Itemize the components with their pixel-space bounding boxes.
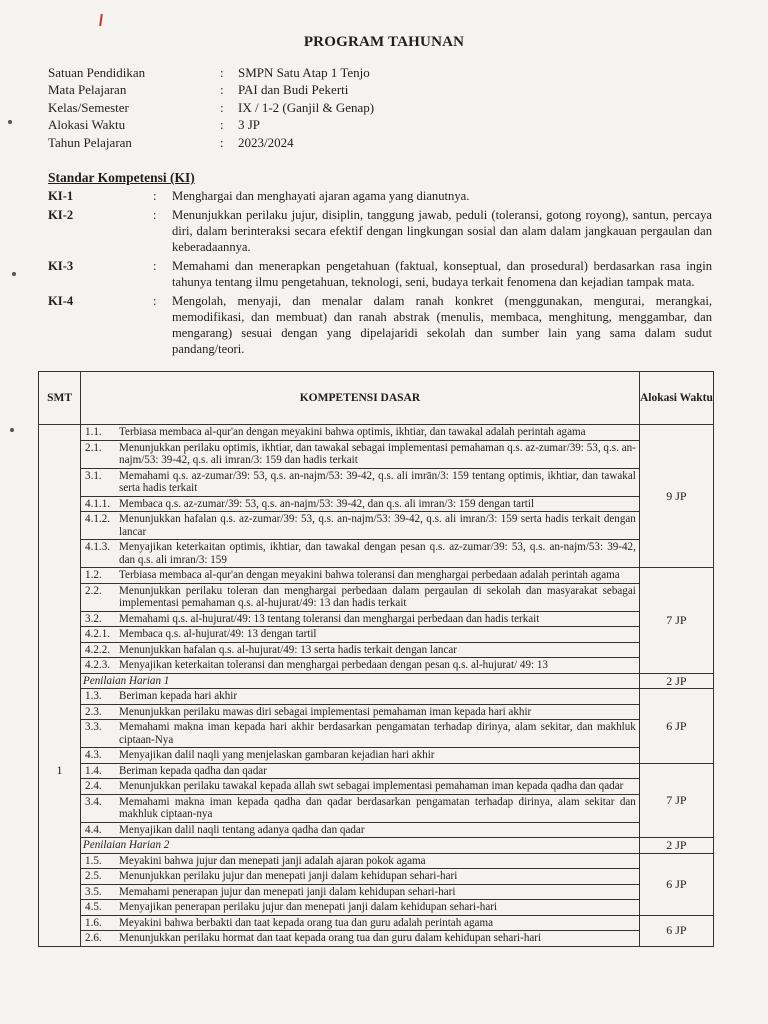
ki-label: KI-4 bbox=[48, 294, 74, 308]
ink-mark bbox=[99, 14, 103, 26]
kompetensi-table bbox=[38, 371, 714, 947]
kd-list-item bbox=[81, 568, 639, 583]
kd-code: 2.6. bbox=[85, 932, 102, 944]
kd-code: 4.2.3. bbox=[85, 659, 111, 671]
ki-text: Mengolah, menyaji, dan menalar dalam ranah konkret (menggunakan, mengurai, merangkai, memodifikasi, dan membuat) dan ranah abstrak (menulis, membaca, menghitung, menggambar, dan mengarang) sesuai dengan yang dipelajaridi sekolah dan sumber lain yang sama dalam sudut pandang/teori. bbox=[172, 294, 712, 356]
kd-group-cell bbox=[81, 689, 640, 764]
kd-list-item bbox=[81, 642, 639, 658]
ki-row bbox=[48, 207, 712, 255]
kd-code: 1.5. bbox=[85, 854, 102, 867]
semester-cell: 1 bbox=[39, 425, 81, 947]
kd-list-item bbox=[81, 916, 639, 931]
ki-colon: : bbox=[153, 259, 157, 273]
assessment-label: Penilaian Harian 1 bbox=[83, 674, 170, 687]
kd-text: Menunjukkan perilaku jujur dan menepati janji dalam kehidupan sehari-hari bbox=[119, 870, 458, 882]
kd-text: Memahami q.s. al-hujurat/49: 13 tentang toleransi dan menghargai perbedaan dan hadis terkait bbox=[119, 612, 540, 625]
kd-group-cell bbox=[81, 853, 640, 915]
kd-list-item bbox=[81, 764, 639, 779]
kd-text: Menyajikan penerapan perilaku jujur dan menepati janji dalam kehidupan sehari-hari bbox=[119, 901, 498, 913]
kd-text: Menunjukkan perilaku mawas diri sebagai implementasi pemahaman iman kepada hari akhir bbox=[119, 705, 532, 718]
kd-code: 2.3. bbox=[85, 705, 102, 718]
kd-text: Beriman kepada hari akhir bbox=[119, 690, 238, 702]
kd-code: 4.1.1. bbox=[85, 497, 111, 510]
kd-text: Menunjukkan perilaku tawakal kepada allah swt sebagai implementasi pemahaman iman kepada qadha dan qadar bbox=[119, 780, 624, 792]
kd-text: Memahami makna iman kepada qadha dan qadar berdasarkan pengamatan terhadap dirinya, alam sekitar dan makhluk ciptaan-nya bbox=[119, 795, 636, 820]
table-row bbox=[39, 673, 714, 689]
kd-list-item bbox=[81, 719, 639, 747]
meta-row bbox=[48, 82, 568, 100]
kd-group-cell bbox=[81, 838, 640, 854]
kd-code: 1.2. bbox=[85, 569, 102, 581]
kd-code: 3.3. bbox=[85, 721, 102, 733]
meta-label: Mata Pelajaran bbox=[48, 82, 127, 98]
time-allocation-cell: 9 JP bbox=[639, 425, 713, 568]
ki-text: Menghargai dan menghayati ajaran agama yang dianutnya. bbox=[172, 189, 470, 203]
kd-text: Menunjukkan perilaku toleran dan menghargai perbedaan dalam pergaulan di sekolah dan masyarakat sebagai implementasi pemahaman q.s. al-hujurat/49: 13 dan hadis terkait bbox=[119, 584, 636, 609]
kd-list-item bbox=[81, 930, 639, 946]
kd-list-item bbox=[81, 704, 639, 720]
kd-code: 1.3. bbox=[85, 690, 102, 702]
meta-colon: : bbox=[220, 64, 224, 80]
meta-label: Kelas/Semester bbox=[48, 99, 129, 115]
kd-list-item bbox=[81, 884, 639, 900]
meta-row bbox=[48, 134, 568, 152]
meta-value: SMPN Satu Atap 1 Tenjo bbox=[238, 64, 370, 80]
kd-list-item bbox=[81, 689, 639, 704]
meta-row bbox=[48, 117, 568, 135]
kd-group-cell bbox=[81, 915, 640, 946]
identity-block bbox=[48, 64, 568, 152]
kd-list-item bbox=[81, 747, 639, 763]
kd-group-cell bbox=[81, 425, 640, 568]
kd-text: Membaca q.s. az-zumar/39: 53, q.s. an-najm/53: 39-42, dan q.s. ali imran/3: 159 dengan tartil bbox=[119, 497, 535, 510]
kd-text: Memahami makna iman kepada hari akhir berdasarkan pengamatan terhadap dirinya, alam sekitar, dan makhluk ciptaan-Nya bbox=[119, 721, 636, 746]
time-allocation-cell: 6 JP bbox=[639, 853, 713, 915]
kd-list-item bbox=[81, 511, 639, 539]
table-header-row bbox=[39, 372, 714, 425]
meta-row bbox=[48, 64, 568, 82]
kd-code: 2.5. bbox=[85, 870, 102, 882]
kd-code: 4.2.2. bbox=[85, 643, 111, 656]
header-kompetensi-dasar: KOMPETENSI DASAR bbox=[81, 372, 640, 425]
kd-list-item bbox=[81, 657, 639, 673]
kd-code: 1.6. bbox=[85, 916, 102, 929]
kd-text: Menunjukkan perilaku hormat dan taat kepada orang tua dan guru dalam kehidupan sehari-hari bbox=[119, 932, 542, 944]
meta-label: Alokasi Waktu bbox=[48, 117, 126, 133]
kd-text: Membaca q.s. al-hujurat/49: 13 dengan tartil bbox=[119, 628, 317, 640]
meta-label: Satuan Pendidikan bbox=[48, 64, 146, 80]
kd-list-item bbox=[81, 868, 639, 884]
scan-speck bbox=[8, 120, 12, 124]
time-allocation-cell: 6 JP bbox=[639, 915, 713, 946]
meta-value: 2023/2024 bbox=[238, 134, 294, 150]
kd-group-cell bbox=[81, 568, 640, 674]
time-allocation-cell: 7 JP bbox=[639, 568, 713, 674]
kd-list-item bbox=[81, 778, 639, 794]
kd-text: Meyakini bahwa berbakti dan taat kepada orang tua dan guru adalah perintah agama bbox=[119, 916, 493, 929]
kd-list-item bbox=[81, 496, 639, 512]
time-allocation-cell: 7 JP bbox=[639, 763, 713, 838]
kd-list-item bbox=[81, 822, 639, 838]
ki-heading: Standar Kompetensi (KI) bbox=[48, 170, 195, 185]
time-allocation-cell: 6 JP bbox=[639, 689, 713, 764]
ki-row bbox=[48, 293, 712, 357]
header-smt: SMT bbox=[39, 372, 81, 425]
kd-code: 2.2. bbox=[85, 584, 102, 597]
kd-code: 4.1.3. bbox=[85, 541, 111, 553]
kd-code: 4.2.1. bbox=[85, 628, 111, 640]
kd-text: Menyajikan dalil naqli tentang adanya qadha dan qadar bbox=[119, 823, 365, 836]
table-row bbox=[39, 568, 714, 674]
kd-code: 3.1. bbox=[85, 469, 102, 482]
meta-colon: : bbox=[220, 99, 224, 115]
kd-text: Memahami penerapan jujur dan menepati janji dalam kehidupan sehari-hari bbox=[119, 885, 456, 898]
kd-code: 3.2. bbox=[85, 612, 102, 625]
ki-colon: : bbox=[153, 189, 157, 203]
kd-text: Menyajikan keterkaitan optimis, ikhtiar, dan tawakal dengan pesan q.s. az-zumar/39: 53, q.s. an-najm/53: 39-42, dan q.s. ali imran/3: 159 bbox=[119, 541, 636, 566]
kd-code: 1.1. bbox=[85, 426, 102, 438]
kd-list-item bbox=[81, 539, 639, 567]
scan-speck bbox=[12, 272, 16, 276]
assessment-label: Penilaian Harian 2 bbox=[83, 839, 170, 851]
kd-text: Menyajikan keterkaitan toleransi dan menghargai perbedaan dengan pesan q.s. al-hujurat/ 49: 13 bbox=[119, 659, 548, 671]
kd-code: 4.5. bbox=[85, 901, 102, 913]
kd-list-item bbox=[81, 794, 639, 822]
kd-text: Menunjukkan hafalan q.s. al-hujurat/49: 13 serta hadis terkait dengan lancar bbox=[119, 643, 457, 656]
kd-list-item bbox=[81, 440, 639, 468]
meta-value: PAI dan Budi Pekerti bbox=[238, 82, 349, 98]
kd-text: Beriman kepada qadha dan qadar bbox=[119, 764, 267, 777]
kd-text: Menunjukkan hafalan q.s. az-zumar/39: 53, q.s. an-najm/53: 39-42, q.s. ali imran/3: 159 serta hadis terkait dengan lancar bbox=[119, 513, 636, 538]
kd-list-item bbox=[81, 838, 639, 853]
kd-code: 1.4. bbox=[85, 764, 102, 777]
document-title: PROGRAM TAHUNAN bbox=[303, 34, 465, 50]
kd-list-item bbox=[81, 899, 639, 915]
kd-code: 4.1.2. bbox=[85, 513, 111, 525]
table-row bbox=[39, 689, 714, 764]
kd-list-item bbox=[81, 583, 639, 611]
kd-code: 4.3. bbox=[85, 749, 102, 761]
ki-colon: : bbox=[153, 294, 157, 308]
ki-label: KI-3 bbox=[48, 259, 74, 273]
kd-list-item bbox=[81, 626, 639, 642]
ki-text: Memahami dan menerapkan pengetahuan (faktual, konseptual, dan prosedural) berdasarkan rasa ingin tahunya tentang ilmu pengetahuan, teknologi, seni, budaya terkait fenomena dan kejadian tampak mata. bbox=[172, 259, 712, 289]
kd-text: Terbiasa membaca al-qur'an dengan meyakini bahwa optimis, ikhtiar, dan tawakal adalah perintah agama bbox=[119, 426, 586, 438]
meta-row bbox=[48, 99, 568, 117]
kd-group-cell bbox=[81, 763, 640, 838]
kd-list-item bbox=[81, 611, 639, 627]
table-row bbox=[39, 915, 714, 946]
kd-code: 2.4. bbox=[85, 780, 102, 792]
meta-colon: : bbox=[220, 82, 224, 98]
meta-colon: : bbox=[220, 117, 224, 133]
table-row bbox=[39, 763, 714, 838]
table-row bbox=[39, 838, 714, 854]
kd-list-item bbox=[81, 854, 639, 869]
ki-label: KI-2 bbox=[48, 208, 74, 222]
table-row bbox=[39, 425, 714, 568]
ki-text: Menunjukkan perilaku jujur, disiplin, tanggung jawab, peduli (toleransi, gotong royong), santun, percaya diri, dalam berinteraksi secara efektif dengan lingkungan sosial dan alam dalam jangkauan pergaulan dan keberadaannya. bbox=[172, 208, 712, 254]
header-alokasi-waktu: Alokasi Waktu bbox=[639, 372, 713, 425]
kd-text: Memahami q.s. az-zumar/39: 53, q.s. an-najm/53: 39-42, q.s. ali imrān/3: 159 tentang optimis, ikhtiar, dan tawakal serta hadis terkait bbox=[119, 469, 636, 494]
ki-row bbox=[48, 258, 712, 290]
kd-text: Meyakini bahwa jujur dan menepati janji adalah ajaran pokok agama bbox=[119, 854, 426, 867]
meta-label: Tahun Pelajaran bbox=[48, 134, 132, 150]
kd-text: Terbiasa membaca al-qur'an dengan meyakini bahwa toleransi dan menghargai perbedaan adalah perintah agama bbox=[119, 569, 620, 581]
table-row bbox=[39, 853, 714, 915]
kd-code: 4.4. bbox=[85, 823, 102, 836]
meta-value: IX / 1-2 (Ganjil & Genap) bbox=[238, 99, 375, 115]
kd-text: Menyajikan dalil naqli yang menjelaskan gambaran kejadian hari akhir bbox=[119, 749, 435, 761]
ki-label: KI-1 bbox=[48, 189, 74, 203]
ki-list bbox=[48, 188, 712, 360]
kd-code: 3.4. bbox=[85, 795, 102, 808]
time-allocation-cell: 2 JP bbox=[639, 673, 713, 689]
kd-text: Menunjukkan perilaku optimis, ikhtiar, dan tawakal sebagai implementasi pemahaman q.s. az-zumar/39: 53, q.s. an-najm/53: 39-42, q.s. ali imran/3: 159 dan hadis terkait bbox=[119, 441, 636, 466]
kd-list-item bbox=[81, 425, 639, 440]
meta-value: 3 JP bbox=[238, 117, 261, 133]
kd-list-item bbox=[81, 674, 639, 689]
kd-group-cell bbox=[81, 673, 640, 689]
time-allocation-cell: 2 JP bbox=[639, 838, 713, 854]
ki-colon: : bbox=[153, 208, 157, 222]
scan-speck bbox=[10, 428, 14, 432]
meta-colon: : bbox=[220, 134, 224, 150]
ki-row bbox=[48, 188, 712, 204]
kd-code: 2.1. bbox=[85, 441, 102, 454]
kd-list-item bbox=[81, 468, 639, 496]
kd-code: 3.5. bbox=[85, 885, 102, 898]
